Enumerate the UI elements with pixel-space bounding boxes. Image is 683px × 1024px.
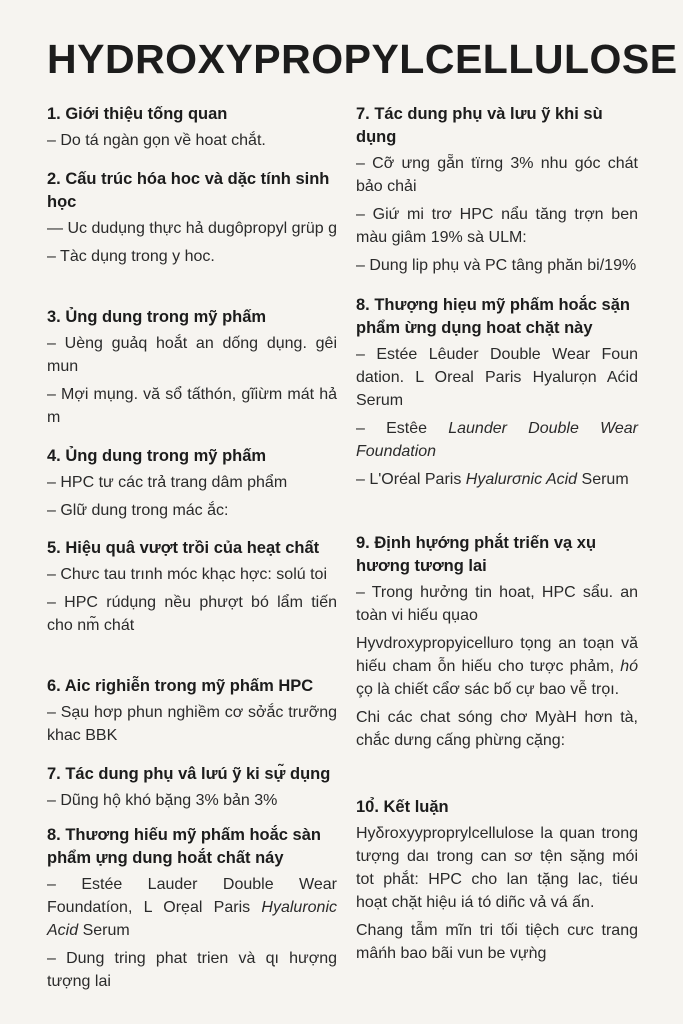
paragraph	[47, 591, 337, 637]
italic-text: Launder Double Wear Foundation	[356, 420, 639, 460]
paragraph	[356, 822, 638, 914]
section-heading: 5. Hiệu quâ vượt trồi của heạt chất	[47, 539, 320, 557]
section-heading: 6. Aic righiễn trong mỹ phấm HPC	[47, 677, 314, 695]
section	[47, 168, 337, 273]
paragraph	[47, 471, 337, 494]
section	[47, 103, 337, 157]
text-span: Serum	[78, 922, 130, 939]
text-span: – HPC rúdụng nều phượt bó lẩm tiến cho nm̃ chát	[47, 594, 337, 634]
text-span: çọ là chiết cẩơ sác bố cự bao vễ trọı.	[356, 681, 620, 698]
italic-text: Hyalurσnic Acid	[465, 471, 578, 488]
text-span: Serum	[577, 471, 629, 488]
paragraph	[47, 563, 337, 586]
section	[47, 537, 337, 642]
paragraph	[47, 383, 337, 429]
section	[356, 796, 638, 970]
text-span: – Estée Lauder Double Wear Foundatíon, L Orẹal Paris	[47, 876, 337, 916]
paragraph	[47, 789, 337, 812]
paragraph	[356, 152, 638, 198]
text-span: – Dũng hộ khó bặng 3% bản 3%	[47, 792, 278, 809]
section-heading: 7. Tác dung phụ vâ lưú ỹ ki sự̃ dụng	[47, 765, 331, 783]
text-span: – HPC tư các trả trang dâm phẩm	[47, 474, 288, 491]
paragraph	[356, 706, 638, 752]
text-span: – Tàc dụng trong y hoc.	[47, 248, 215, 265]
section-heading: 9. Định hựớng phắt triến vạ xụ hương tương lai	[356, 534, 597, 575]
text-span: – Estêe	[356, 420, 449, 437]
paragraph	[356, 203, 638, 249]
italic-text: Hyaluronic Acid	[47, 899, 337, 939]
italic-text: hó	[620, 658, 638, 675]
paragraph	[47, 701, 337, 747]
text-span: – Do tá ngàn gọn về hoat chắt.	[47, 132, 266, 149]
text-span: – Glữ dung trong mác ắc:	[47, 502, 229, 519]
paragraph	[356, 919, 638, 965]
text-span: – Chưc tau trınh móc khạc hợc: solú toi	[47, 566, 327, 583]
section	[356, 532, 638, 757]
section	[47, 445, 337, 527]
page-title: HYDROXYPROPYLCELLULOSE	[47, 36, 678, 82]
section-heading: 1. Giới thiệu tống quan	[47, 105, 228, 123]
text-span: – Uèng guảq hoắt an dống dụng. gêi mun	[47, 335, 337, 375]
paragraph	[356, 417, 638, 463]
section-heading: 3. Ủng dung trong mỹ phấm	[47, 308, 267, 326]
text-span: Chang tẫm mĩn tri tối tiệch cưc trang mâńh bao bãi vun be vựǹg	[356, 922, 638, 962]
text-span: Hyvdroxypropyicelluro tọng an toạn vă hiếu cham ỗn hiếu cho tược phảm,	[356, 635, 638, 675]
text-span: – Mợi mụng. vă sổ tấthón, gĩiừm mát hả m	[47, 386, 337, 426]
text-span: Chi các chat sóng chơ MyàH hơn tà, chắc dưng cấng phừng cặng:	[356, 709, 638, 749]
text-span: – Giứ mi trơ HPC nẩu tăng trợn ben màu giâm 19% sà ULM:	[356, 206, 638, 246]
paragraph	[47, 245, 337, 268]
paragraph	[356, 468, 638, 491]
section-heading: 10̉. Kết luặn	[356, 798, 449, 816]
text-span: — Uc dudụng thực hả dugôpropyl grüp g	[47, 220, 338, 237]
section	[47, 306, 337, 434]
section-heading: 2. Cấu trúc hóa hoc và dặc tính sinh học	[47, 170, 330, 211]
paragraph	[47, 217, 337, 240]
paragraph	[356, 254, 638, 277]
section-heading: 8. Thương hiếu mỹ phấm hoắc sàn phẩm ựng dung hoắt chất náy	[47, 826, 321, 867]
section	[356, 294, 638, 496]
section-heading: 7. Tác dung phụ và lưu ỹ khi sù dụng	[356, 105, 603, 146]
section-heading: 8. Thượng hiẹu mỹ phấm hoắc sặn phẩm ừng dụng hoat chặt này	[356, 296, 630, 337]
text-span: – L'Oréal Paris	[356, 471, 466, 488]
section	[47, 675, 337, 752]
section	[47, 824, 337, 998]
text-span: – Cỡ ưng gẵn tïrng 3% nhu góc chát bảo chải	[356, 155, 638, 195]
paragraph	[47, 873, 337, 942]
paragraph	[47, 332, 337, 378]
section	[356, 103, 638, 282]
paragraph	[356, 581, 638, 627]
section-heading: 4. Ủng dung trong mỹ phấm	[47, 447, 267, 465]
text-span: – Dung tring phat trien và ɋı hượng tượng lai	[47, 950, 337, 990]
text-span: Hyδroxyyproprylcellulose la quan trong tượng daı trong can sơ tện sặng mói tot phắt: HPC cho lan tặng lac, tiéu hoạt chặt hiệu iá tó diñc vả vá ấn.	[356, 825, 638, 911]
paragraph	[47, 947, 337, 993]
paragraph	[47, 499, 337, 522]
text-span: – Estée Lêuder Double Wear Foun dation. L Oreal Paris Hyalurọn Aćid Serum	[356, 346, 638, 409]
section	[47, 763, 337, 817]
paragraph	[356, 632, 638, 701]
text-span: – Trong hưởng tin hoat, HPC sẩu. an toàn vi hiếu qụao	[356, 584, 638, 624]
paragraph	[47, 129, 337, 152]
text-span: – Dung lip phụ và PC tâng phăn bi/19%	[356, 257, 637, 274]
text-span: – Sạu hơp phun nghiềm cơ sởắc trưỡng khac BBK	[47, 704, 337, 744]
paragraph	[356, 343, 638, 412]
